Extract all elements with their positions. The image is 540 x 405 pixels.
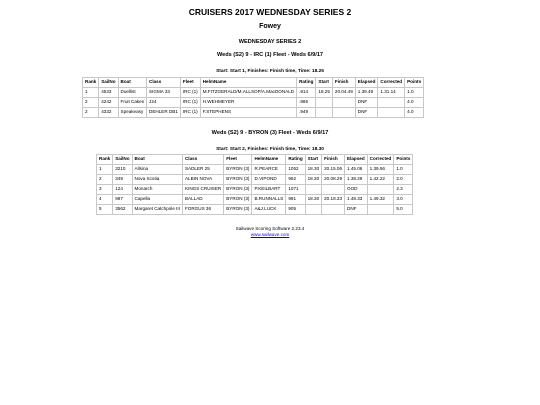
table-row [83,98,424,108]
table-cell: .886 [297,98,316,108]
table-cell: ALBIN NOVA [182,175,223,185]
race2-title: Weds (S2) 9 - BYRON (3) Fleet - Weds 6/9/17 [211,130,329,136]
table-cell [322,185,345,195]
table-cell: 5.0 [394,205,413,215]
table-cell: 18.30 [305,165,322,175]
column-header: Rating [297,78,316,88]
table-cell: OOD [345,185,368,195]
table-cell: 1.0 [405,88,424,98]
table-cell: .949 [297,108,316,118]
race1-results-table [82,77,424,118]
table-cell: 1.31.14 [378,88,405,98]
table-cell: 3.0 [394,195,413,205]
table-cell: BYRON (3) [224,195,252,205]
table-cell: 20.15.06 [322,165,345,175]
table-cell: BYRON (3) [224,165,252,175]
column-header: Rating [286,155,305,165]
table-cell: BYRON (3) [224,205,252,215]
column-header: Class [182,155,223,165]
column-header: Corrected [378,78,405,88]
column-header: Boat [118,78,147,88]
table-cell: Fruit Cakes [118,98,147,108]
table-cell: 1052 [286,165,305,175]
table-cell: 1.49.32 [367,195,394,205]
table-cell [378,98,405,108]
table-cell: 991 [286,195,305,205]
table-cell: BYRON (3) [224,175,252,185]
table-cell: 1.0 [394,165,413,175]
table-cell [378,108,405,118]
column-header: Points [405,78,424,88]
column-header: Fleet [180,78,200,88]
table-cell: BYRON (3) [224,185,252,195]
table-cell: Speakeasy [118,108,147,118]
table-cell: Margaret Catchpole III [132,205,182,215]
table-cell: 987 [113,195,132,205]
table-cell: BALLAD [182,195,223,205]
table-cell: 20.04.49 [332,88,355,98]
table-cell [332,98,355,108]
table-cell: 1.38.29 [345,175,368,185]
column-header: Corrected [367,155,394,165]
column-header: Finish [332,78,355,88]
table-cell: IRC (1) [180,98,200,108]
table-cell: 1.48.33 [345,195,368,205]
table-row [97,185,413,195]
table-cell [322,205,345,215]
column-header: Start [316,78,333,88]
table-cell: 4.0 [405,108,424,118]
table-cell: Monarch [132,185,182,195]
table-cell: 1.42.22 [367,175,394,185]
table-cell: 1 [97,165,113,175]
table-cell: Duellist [118,88,147,98]
table-row [97,165,413,175]
table-cell: Nova Scotia [132,175,182,185]
table-cell: DNF [345,205,368,215]
race2-start-info: Start: Start 2, Finishes: Finish time, Time: 18.30 [216,147,324,152]
column-header: Start [305,155,322,165]
table-cell: .914 [297,88,316,98]
table-cell: 18.30 [305,175,322,185]
column-header: Elapsed [345,155,368,165]
table-cell: 4.0 [405,98,424,108]
table-cell: 349 [113,175,132,185]
table-cell [305,185,322,195]
table-cell: 124 [113,185,132,195]
venue-heading: Fowey [259,23,281,30]
column-header: SailNo [99,78,118,88]
table-cell: 5 [97,205,113,215]
column-header: Class [147,78,181,88]
table-cell: 1.45.06 [345,165,368,175]
table-cell: 3210 [113,165,132,175]
table-cell: 2 [97,175,113,185]
column-header: HelmName [200,78,296,88]
race1-start-info: Start: Start 1, Finishes: Finish time, Time: 18.25 [216,69,324,74]
table-cell [367,205,394,215]
column-header: SailNo [113,155,132,165]
table-cell: 3562 [113,205,132,215]
table-row [97,175,413,185]
race1-title: Weds (S2) 9 - IRC (1) Fleet - Weds 6/9/17 [216,52,324,58]
table-cell [316,108,333,118]
table-cell: 1071 [286,185,305,195]
table-cell: B.RUNNALLS [252,195,286,205]
table-cell: DEHLER DB1 [147,108,181,118]
table-cell: FORGUS 36 [182,205,223,215]
table-cell: 18.25 [316,88,333,98]
column-header: Boat [132,155,182,165]
software-credit: Sailwave Scoring Software 2.23.4 [235,226,305,231]
table-cell: 18.30 [305,195,322,205]
table-cell: 4 [97,195,113,205]
series-heading: WEDNESDAY SERIES 2 [238,39,302,45]
sailwave-link[interactable]: www.sailwave.com [250,232,290,238]
column-header: Points [394,155,413,165]
column-header: Elapsed [355,78,378,88]
footer [0,226,540,238]
table-cell: 2 [83,98,99,108]
table-cell: KINGS CRUISER [182,185,223,195]
table-cell: 20.08.29 [322,175,345,185]
table-cell: DNF [355,108,378,118]
table-cell: H.WEHMEYER [200,98,296,108]
table-cell: DNF [355,98,378,108]
table-cell: 1.39.56 [367,165,394,175]
column-header: HelmName [252,155,286,165]
table-cell: SIGMA 33 [147,88,181,98]
column-header: Rank [83,78,99,88]
table-cell [305,205,322,215]
table-cell: 4332 [99,108,118,118]
table-cell: Capella [132,195,182,205]
table-cell: SADLER 25 [182,165,223,175]
table-cell: 2.3 [394,185,413,195]
table-row [83,88,424,98]
table-cell: A&J.LUCK [252,205,286,215]
table-cell: J24 [147,98,181,108]
table-row [83,108,424,118]
table-cell [332,108,355,118]
table-cell: 1.39.49 [355,88,378,98]
race2-results-table [96,154,413,215]
table-cell: R.PEARCE [252,165,286,175]
table-row [97,195,413,205]
table-header-row [83,78,424,88]
page-title: CRUISERS 2017 WEDNESDAY SERIES 2 [188,7,352,17]
table-cell: P.KEILBART [252,185,286,195]
column-header: Fleet [224,155,252,165]
table-cell: 4242 [99,98,118,108]
table-row [97,205,413,215]
table-cell: 4533 [99,88,118,98]
table-cell: 2 [83,108,99,118]
table-cell: IRC (1) [180,88,200,98]
table-cell: 962 [286,175,305,185]
table-cell: IRC (1) [180,108,200,118]
table-cell: Allsina [132,165,182,175]
table-cell: 1 [83,88,99,98]
table-cell: 905 [286,205,305,215]
table-header-row [97,155,413,165]
table-cell [367,185,394,195]
table-cell: 20.18.33 [322,195,345,205]
table-cell: M.FITZGERALD/M.ALLSOP/A.MacDONALD [200,88,296,98]
column-header: Finish [322,155,345,165]
table-cell: 2.0 [394,175,413,185]
table-cell: D.VIPOND [252,175,286,185]
table-cell [316,98,333,108]
column-header: Rank [97,155,113,165]
table-cell: 3 [97,185,113,195]
table-cell: F.STEPHENS [200,108,296,118]
